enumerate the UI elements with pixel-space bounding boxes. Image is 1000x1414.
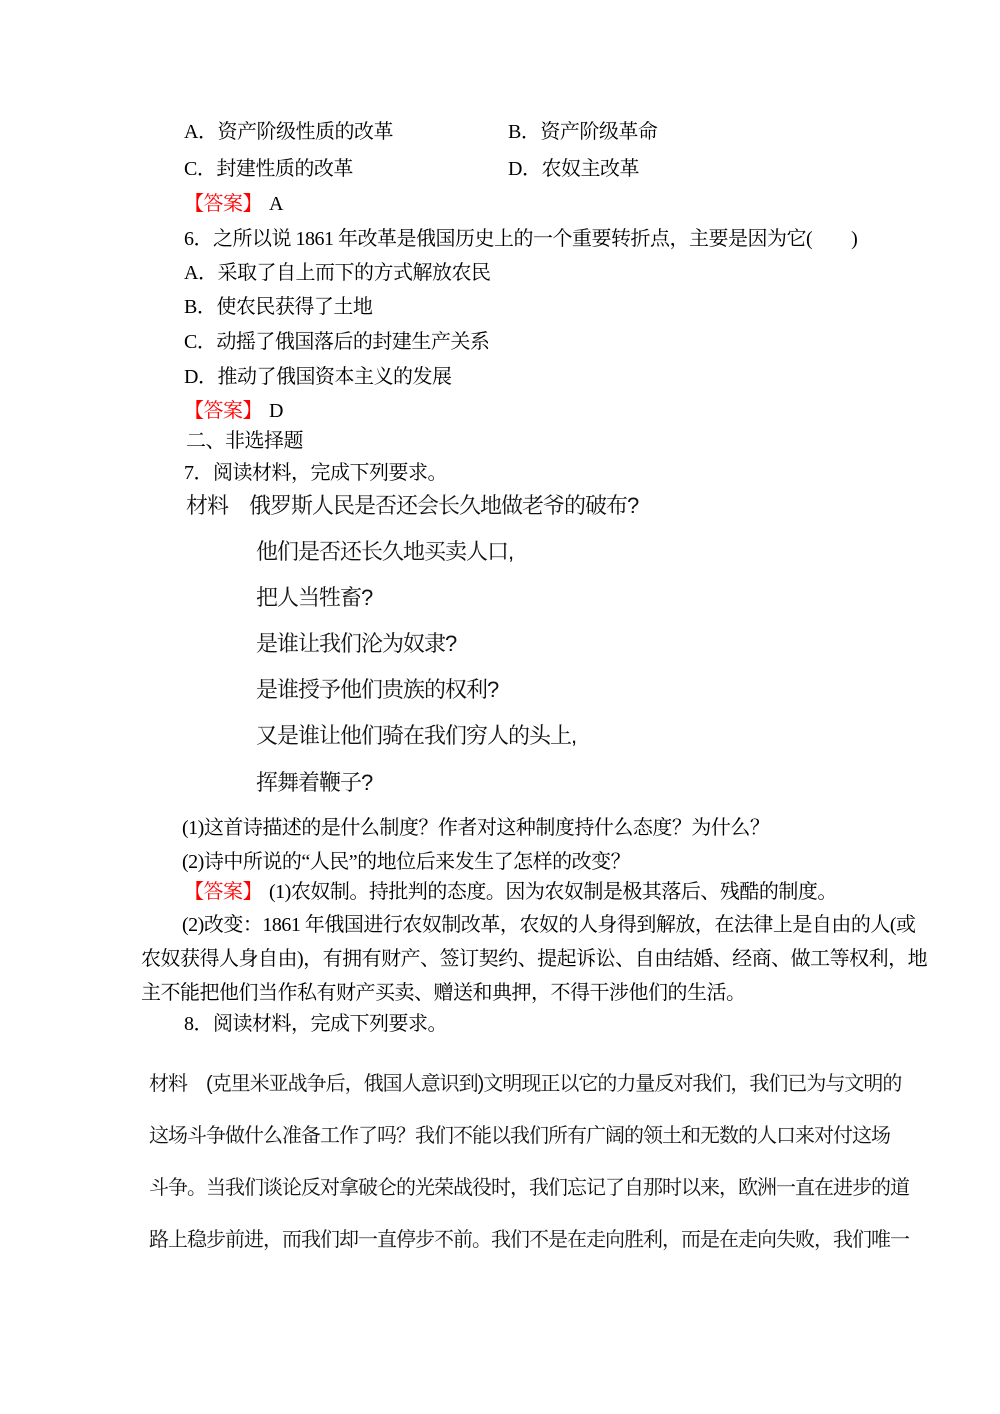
q5-answer-label: 【答案】 [184,193,262,215]
q6-option-b: B．使农民获得了土地 [184,296,373,318]
q6-option-a: A．采取了自上而下的方式解放农民 [184,262,491,284]
q5-answer-value: A [269,193,283,215]
section2-heading: 二、非选择题 [186,430,303,452]
q7-poem-line-4: 是谁授予他们贵族的权利? [256,677,499,702]
q5-option-row-1 [184,120,393,144]
q5-option-a: A．资产阶级性质的改革 [184,121,393,143]
q7-answer-line-1 [184,880,837,904]
q6-answer-label: 【答案】 [184,400,262,422]
q6-option-c: C．动摇了俄国落后的封建生产关系 [184,331,490,353]
q7-poem-line-3: 是谁让我们沦为奴隶? [256,631,457,656]
q6-option-d: D．推动了俄国资本主义的发展 [184,366,452,388]
q6-answer-line [184,399,283,423]
q7-poem-line-5: 又是谁让他们骑在我们穷人的头上, [256,723,577,748]
q7-answer-line-2: (2)改变：1861 年俄国进行农奴制改革，农奴的人身得到解放，在法律上是自由的人(或 [182,914,916,936]
q7-poem-line-1: 他们是否还长久地买卖人口, [256,539,514,564]
q6-answer-value: D [269,400,283,422]
q7-material-line: 材料 俄罗斯人民是否还会长久地做老爷的破布? [186,493,639,518]
q7-answer-first: (1)农奴制。持批判的态度。因为农奴制是极其落后、残酷的制度。 [269,881,837,903]
q5-option-c: C．封建性质的改革 [184,158,353,180]
q7-sub-question-2: (2)诗中所说的“人民”的地位后来发生了怎样的改变？ [182,851,631,873]
q5-option-d: D．农奴主改革 [508,158,639,180]
q7-intro: 7．阅读材料，完成下列要求。 [184,462,447,484]
q5-answer-line [184,192,283,216]
q7-answer-label: 【答案】 [184,881,262,903]
q8-intro: 8．阅读材料，完成下列要求。 [184,1013,447,1035]
q7-poem-line-2: 把人当牲畜? [256,585,373,610]
q8-material-line-4: 路上稳步前进，而我们却一直停步不前。我们不是在走向胜利，而是在走向失败，我们唯一 [149,1229,909,1251]
q7-sub-question-1: (1)这首诗描述的是什么制度？作者对这种制度持什么态度？为什么？ [182,817,770,839]
q8-material-line-1: 材料 (克里米亚战争后，俄国人意识到)文明现正以它的力量反对我们，我们已为与文明的 [149,1073,902,1095]
q8-material-line-3: 斗争。当我们谈论反对拿破仑的光荣战役时，我们忘记了自那时以来，欧洲一直在进步的道 [149,1177,909,1199]
q7-answer-line-3: 农奴获得人身自由)，有拥有财产、签订契约、提起诉讼、自由结婚、经商、做工等权利，地 [141,948,928,970]
q7-poem-line-6: 挥舞着鞭子? [256,770,373,795]
q7-answer-line-4: 主不能把他们当作私有财产买卖、赠送和典押，不得干涉他们的生活。 [141,982,746,1004]
q5-option-b: B．资产阶级革命 [508,121,658,143]
q6-stem: 6．之所以说 1861 年改革是俄国历史上的一个重要转折点，主要是因为它( ) [184,228,858,250]
q8-material-line-2: 这场斗争做什么准备工作了吗？我们不能以我们所有广阔的领土和无数的人口来对付这场 [149,1125,890,1147]
